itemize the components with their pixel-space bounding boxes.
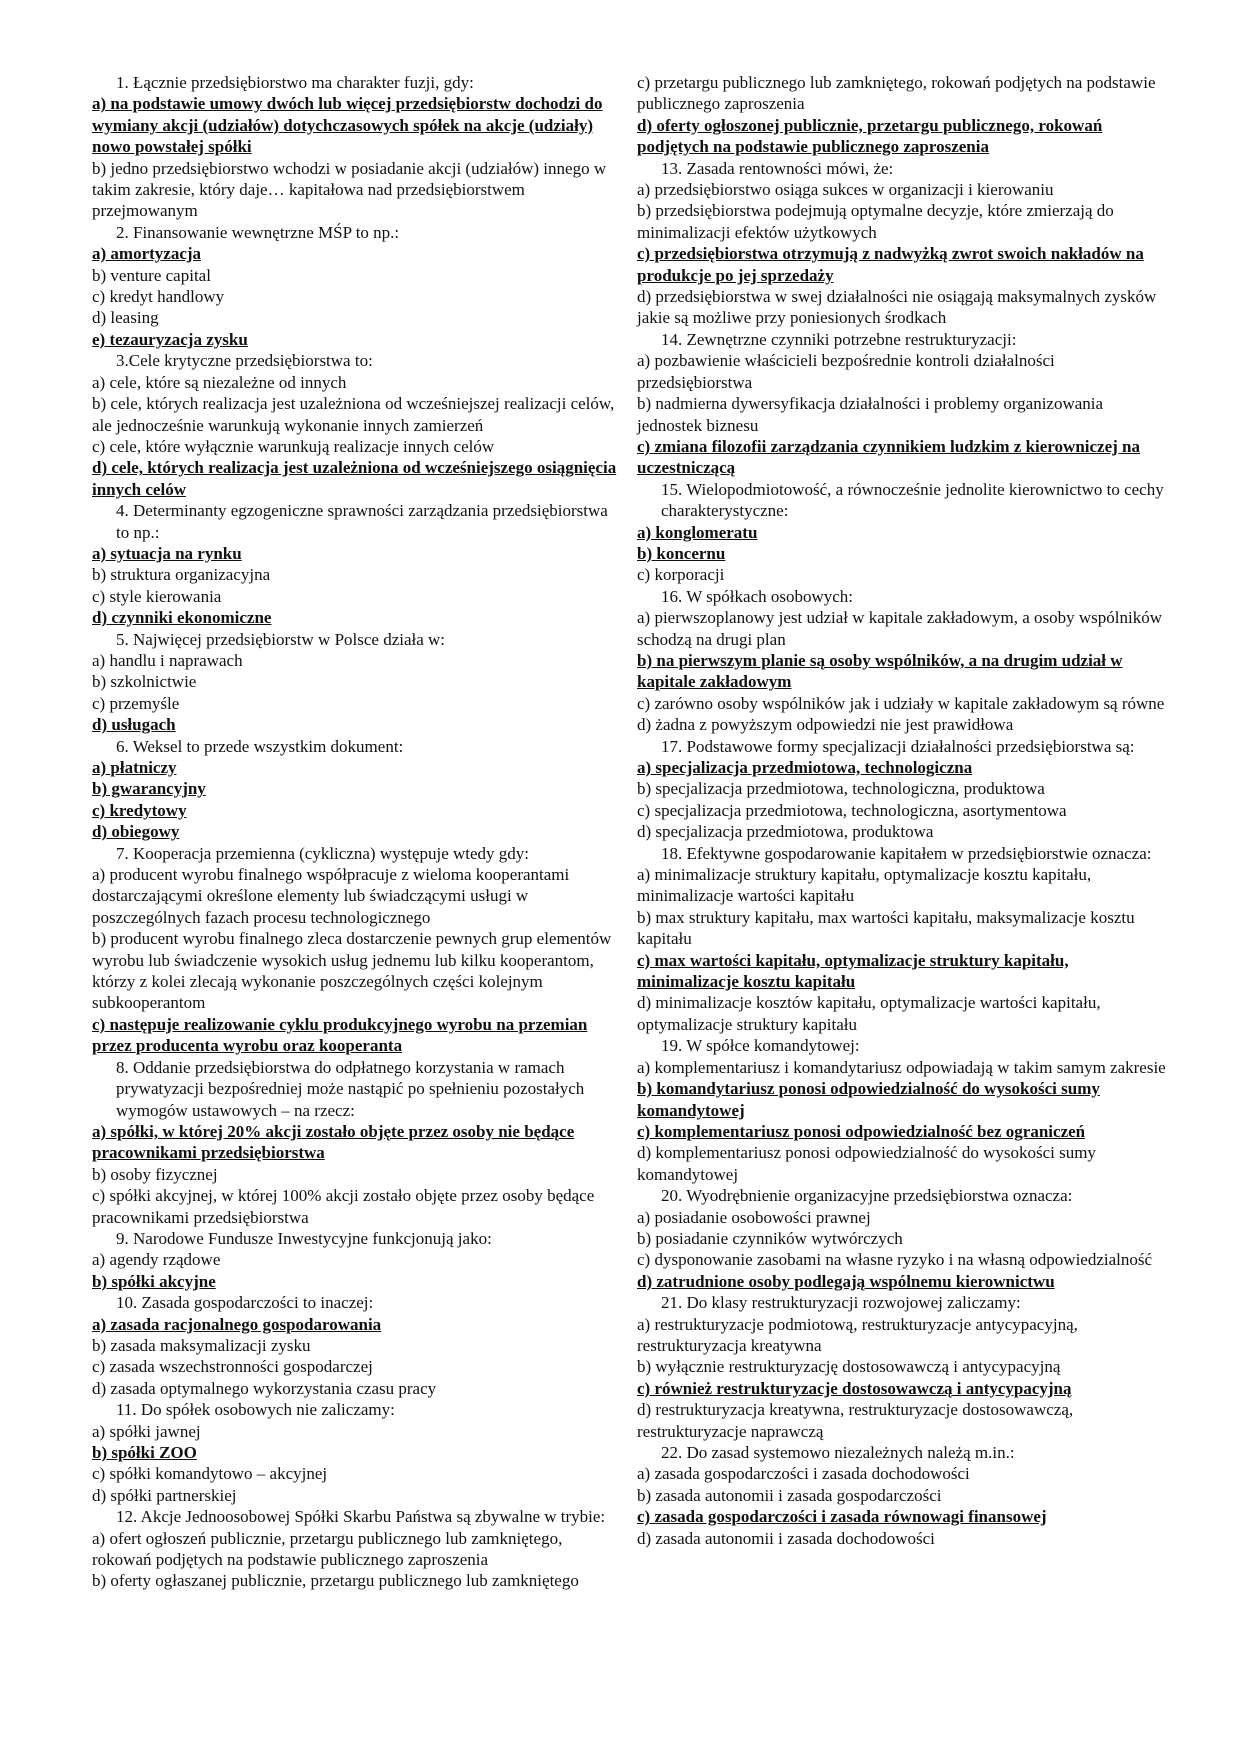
answer-option: c) specjalizacja przedmiotowa, technologiczna, asortymentowa — [637, 800, 1067, 820]
answer-option: a) minimalizacje struktury kapitału, optymalizacje kosztu kapitału, minimalizacje wartości kapitału — [637, 865, 1092, 906]
left-column — [92, 72, 620, 1592]
correct-answer: c) zmiana filozofii zarządzania czynnikiem ludzkim z kierowniczej na uczestniczącą — [637, 436, 1141, 478]
answer-option: d) przedsiębiorstwa w swej działalności nie osiągają maksymalnych zysków jakie są możliwe przy poniesionych środkach — [637, 287, 1157, 328]
answer-option: a) komplementariusz i komandytariusz odpowiadają w takim samym zakresie — [637, 1057, 1166, 1077]
answer-option: d) spółki partnerskiej — [92, 1485, 237, 1505]
correct-answer: b) gwarancyjny — [92, 779, 206, 799]
answer-option: a) zasada gospodarczości i zasada dochodowości — [637, 1464, 970, 1484]
correct-answer: c) przedsiębiorstwa otrzymują z nadwyżką zwrot swoich nakładów na produkcje po jej sprzedaży — [637, 244, 1144, 285]
answer-option: c) style kierowania — [92, 586, 222, 606]
correct-answer: b) komandytariusz ponosi odpowiedzialność do wysokości sumy komandytowej — [637, 1079, 1100, 1120]
correct-answer: c) również restrukturyzacje dostosowawczą i antycypacyjną — [637, 1378, 1072, 1398]
answer-option: d) zasada optymalnego wykorzystania czasu pracy — [92, 1378, 437, 1398]
answer-option: a) ofert ogłoszeń publicznie, przetargu publicznego lub zamkniętego, rokowań podjętych na podstawie publicznego zaproszenia — [92, 1528, 563, 1570]
question-text: 17. Podstawowe formy specjalizacji działalności przedsiębiorstwa są: — [661, 736, 1135, 756]
correct-answer: c) max wartości kapitału, optymalizacje struktury kapitału, minimalizacje kosztu kapitału — [637, 950, 1069, 992]
answer-option: a) restrukturyzacje podmiotową, restrukturyzacje antycypacyjną, restrukturyzacja kreatywna — [637, 1314, 1078, 1355]
answer-option: c) cele, które wyłącznie warunkują realizacje innych celów — [92, 436, 495, 456]
question-text: 14. Zewnętrzne czynniki potrzebne restrukturyzacji: — [661, 329, 1017, 349]
correct-answer: b) spółki ZOO — [92, 1443, 197, 1462]
correct-answer: c) następuje realizowanie cyklu produkcyjnego wyrobu na przemian przez producenta wyrobu oraz kooperanta — [92, 1014, 588, 1056]
correct-answer: e) tezauryzacja zysku — [92, 329, 248, 349]
answer-option: a) handlu i naprawach — [92, 650, 243, 670]
answer-option: b) wyłącznie restrukturyzację dostosowawczą i antycypacyjną — [637, 1357, 1061, 1377]
question-text: 6. Weksel to przede wszystkim dokument: — [116, 736, 404, 756]
answer-option: b) max struktury kapitału, max wartości kapitału, maksymalizacje kosztu kapitału — [637, 907, 1135, 949]
answer-option: d) leasing — [92, 308, 159, 328]
answer-option: c) kredyt handlowy — [92, 287, 225, 307]
answer-option: a) pierwszoplanowy jest udział w kapitale zakładowym, a osoby wspólników schodzą na drugi plan — [637, 608, 1162, 649]
answer-option: b) specjalizacja przedmiotowa, technologiczna, produktowa — [637, 779, 1045, 799]
answer-option: d) specjalizacja przedmiotowa, produktowa — [637, 822, 934, 842]
answer-option: a) cele, które są niezależne od innych — [92, 372, 347, 392]
answer-option: b) venture capital — [92, 265, 211, 285]
correct-answer: c) kredytowy — [92, 800, 187, 820]
question-text: 7. Kooperacja przemienna (cykliczna) występuje wtedy gdy: — [116, 843, 530, 863]
answer-option: a) producent wyrobu finalnego współpracuje z wieloma kooperantami dostarczającymi określone elementy lub świadczącymi usługi w poszczególnych fazach procesu technologicznego — [92, 865, 570, 927]
answer-option: b) struktura organizacyjna — [92, 565, 271, 585]
answer-option: b) nadmierna dywersyfikacja działalności i problemy organizowania jednostek biznesu — [637, 394, 1104, 435]
answer-option: c) zarówno osoby wspólników jak i udziały w kapitale zakładowym są równe — [637, 693, 1165, 713]
correct-answer: a) konglomeratu — [637, 522, 758, 542]
question-text: 19. W spółce komandytowej: — [661, 1036, 860, 1056]
question-text: 1. Łącznie przedsiębiorstwo ma charakter fuzji, gdy: — [116, 73, 474, 92]
answer-option: b) producent wyrobu finalnego zleca dostarczenie pewnych grup elementów wyrobu lub świadczenie wysokich usług jednemu lub kilku kooperantom, którzy z kolei zlecają wykonanie poszczególnych części kolejnym subkooperantom — [92, 929, 612, 1013]
answer-option: b) szkolnictwie — [92, 672, 197, 692]
answer-option: c) przetargu publicznego lub zamkniętego, rokowań podjętych na podstawie publicznego zaproszenia — [637, 73, 1156, 114]
correct-answer: a) zasada racjonalnego gospodarowania — [92, 1314, 382, 1334]
correct-answer: b) spółki akcyjne — [92, 1271, 216, 1291]
answer-option: b) jedno przedsiębiorstwo wchodzi w posiadanie akcji (udziałów) innego w takim zakresie, który daje… kapitałowa nad przedsiębiorstwem przejmowanym — [92, 158, 607, 221]
answer-option: c) przemyśle — [92, 693, 180, 713]
answer-option: a) spółki jawnej — [92, 1421, 201, 1441]
answer-option: d) komplementariusz ponosi odpowiedzialność do wysokości sumy komandytowej — [637, 1143, 1096, 1184]
answer-option: c) zasada wszechstronności gospodarczej — [92, 1357, 373, 1377]
question-text: 10. Zasada gospodarczości to inaczej: — [116, 1293, 374, 1313]
question-text: 20. Wyodrębnienie organizacyjne przedsiębiorstwa oznacza: — [661, 1186, 1073, 1206]
answer-option: c) spółki akcyjnej, w której 100% akcji zostało objęte przez osoby będące pracownikami przedsiębiorstwa — [92, 1186, 595, 1227]
answer-option: c) korporacji — [637, 565, 725, 585]
correct-answer: a) amortyzacja — [92, 244, 202, 264]
answer-option: b) zasada maksymalizacji zysku — [92, 1335, 311, 1355]
answer-option: c) dysponowanie zasobami na własne ryzyko i na własną odpowiedzialność — [637, 1250, 1153, 1270]
question-text: 9. Narodowe Fundusze Inwestycyjne funkcjonują jako: — [116, 1228, 492, 1248]
question-text: 3.Cele krytyczne przedsiębiorstwa to: — [116, 351, 373, 371]
question-text: 2. Finansowanie wewnętrzne MŚP to np.: — [116, 222, 400, 242]
answer-option: b) posiadanie czynników wytwórczych — [637, 1228, 903, 1248]
question-text: 18. Efektywne gospodarowanie kapitałem w przedsiębiorstwie oznacza: — [661, 843, 1152, 863]
correct-answer: a) sytuacja na rynku — [92, 543, 242, 563]
correct-answer: c) zasada gospodarczości i zasada równowagi finansowej — [637, 1507, 1047, 1527]
question-text: 16. W spółkach osobowych: — [661, 586, 854, 606]
correct-answer: d) cele, których realizacja jest uzależniona od wcześniejszego osiągnięcia innych celów — [92, 458, 617, 499]
answer-option: a) pozbawienie właścicieli bezpośrednie kontroli działalności przedsiębiorstwa — [637, 351, 1055, 392]
question-text: 8. Oddanie przedsiębiorstwa do odpłatnego korzystania w ramach prywatyzacji bezpośredniej może nastąpić po spełnieniu pozostałych wymogów ustawowych – na rzecz: — [116, 1057, 585, 1120]
answer-option: a) agendy rządowe — [92, 1250, 221, 1270]
answer-option: a) posiadanie osobowości prawnej — [637, 1207, 871, 1227]
question-text: 15. Wielopodmiotowość, a równocześnie jednolite kierownictwo to cechy charakterystyczne: — [661, 479, 1164, 521]
answer-option: b) przedsiębiorstwa podejmują optymalne decyzje, które zmierzają do minimalizacji efektów użytkowych — [637, 201, 1114, 242]
answer-option: c) spółki komandytowo – akcyjnej — [92, 1464, 328, 1484]
correct-answer: d) oferty ogłoszonej publicznie, przetargu publicznego, rokowań podjętych na podstawie publicznego zaproszenia — [637, 115, 1103, 157]
question-text: 11. Do spółek osobowych nie zaliczamy: — [116, 1400, 395, 1420]
correct-answer: b) na pierwszym planie są osoby wspólników, a na drugim udział w kapitale zakładowym — [637, 650, 1123, 692]
answer-option: b) osoby fizycznej — [92, 1164, 218, 1184]
answer-option: d) minimalizacje kosztów kapitału, optymalizacje wartości kapitału, optymalizacje struktury kapitału — [637, 993, 1101, 1034]
correct-answer: a) na podstawie umowy dwóch lub więcej przedsiębiorstw dochodzi do wymiany akcji (udziałów) dotychczasowych spółek na akcje (udziały) nowo powstałej spółki — [92, 94, 603, 157]
correct-answer: a) płatniczy — [92, 758, 177, 777]
answer-option: b) zasada autonomii i zasada gospodarczości — [637, 1485, 942, 1505]
answer-option: d) żadna z powyższym odpowiedzi nie jest prawidłowa — [637, 715, 1014, 735]
question-text: 22. Do zasad systemowo niezależnych należą m.in.: — [661, 1443, 1015, 1462]
answer-option: a) przedsiębiorstwo osiąga sukces w organizacji i kierowaniu — [637, 180, 1054, 200]
correct-answer: d) obiegowy — [92, 822, 180, 842]
correct-answer: d) zatrudnione osoby podlegają wspólnemu kierownictwu — [637, 1271, 1055, 1291]
correct-answer: a) spółki, w której 20% akcji zostało objęte przez osoby nie będące pracownikami przedsiębiorstwa — [92, 1121, 575, 1163]
question-text: 21. Do klasy restrukturyzacji rozwojowej zaliczamy: — [661, 1293, 1021, 1313]
answer-option: b) oferty ogłaszanej publicznie, przetargu publicznego lub zamkniętego — [92, 1571, 579, 1591]
right-column — [637, 72, 1169, 1549]
correct-answer: a) specjalizacja przedmiotowa, technologiczna — [637, 758, 973, 777]
answer-option: b) cele, których realizacja jest uzależniona od wcześniejszej realizacji celów, ale jednocześnie warunkują wykonanie innych zamierzeń — [92, 394, 615, 435]
answer-option: d) zasada autonomii i zasada dochodowości — [637, 1528, 935, 1548]
question-text: 12. Akcje Jednoosobowej Spółki Skarbu Państwa są zbywalne w trybie: — [116, 1507, 606, 1527]
question-text: 5. Najwięcej przedsiębiorstw w Polsce działa w: — [116, 629, 446, 649]
correct-answer: c) komplementariusz ponosi odpowiedzialność bez ograniczeń — [637, 1121, 1086, 1141]
question-text: 13. Zasada rentowności mówi, że: — [661, 158, 894, 178]
correct-answer: d) usługach — [92, 715, 176, 735]
answer-option: d) restrukturyzacja kreatywna, restrukturyzacje dostosowawczą, restrukturyzacje naprawczą — [637, 1400, 1074, 1441]
correct-answer: d) czynniki ekonomiczne — [92, 608, 272, 628]
question-text: 4. Determinanty egzogeniczne sprawności zarządzania przedsiębiorstwa to np.: — [116, 501, 608, 542]
correct-answer: b) koncernu — [637, 543, 726, 563]
